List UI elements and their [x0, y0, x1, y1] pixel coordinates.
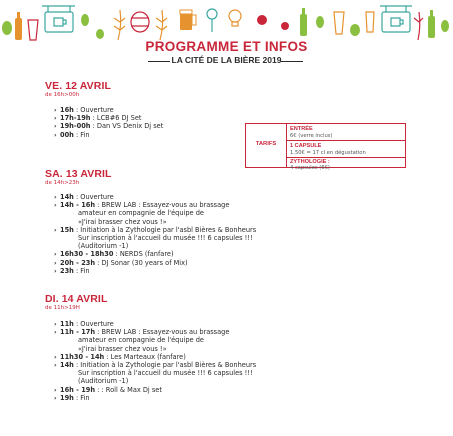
tarif-title: ZYTHOLOGIE : — [290, 159, 330, 165]
tarif-row-zythologie — [287, 158, 405, 171]
tarifs-label-cell — [246, 124, 287, 167]
tarif-value: 6€ (verre inclus) — [290, 133, 333, 139]
day-time-sunday: de 11h>19H — [45, 305, 80, 311]
pint-icon — [180, 10, 196, 30]
list-item: › 20h - 23h : DJ Sonar (30 years of Mix) — [54, 258, 188, 267]
tarif-title: ENTRÉE — [290, 126, 313, 132]
tavern-sign-icon-right — [380, 6, 412, 32]
page-title: PROGRAMME ET INFOS — [145, 39, 308, 54]
tavern-sign-icon — [42, 6, 75, 32]
schedule-list-saturday — [54, 193, 300, 275]
tarif-row-entree — [287, 124, 405, 141]
list-item: › 19h : Fin — [54, 393, 90, 402]
lightbulb-icon — [229, 10, 241, 26]
list-item: › 16h - 19h : : Roll & Max Dj set — [54, 385, 162, 394]
subtitle-row — [0, 54, 453, 68]
barrel-icon — [131, 12, 149, 32]
tarif-value: 4 capsules (6€) — [290, 165, 330, 171]
list-item: › 11h - 17h : BREW LAB : Essayez-vous au brassage amateur en compagnie de l'équipe de «J'irai brasser chez vous !» — [54, 328, 230, 353]
day-time-friday: de 16h>00h — [45, 92, 80, 98]
cap-icon — [257, 15, 289, 30]
list-item: › 11h : Ouverture — [54, 320, 114, 328]
list-item: › 00h : Fin — [54, 130, 90, 139]
list-item: › 11h30 - 14h : Les Marteaux (fanfare) — [54, 352, 186, 361]
day-heading-friday: VE. 12 AVRIL — [45, 80, 111, 92]
bottle-opener-icon — [207, 9, 217, 32]
tarifs-table — [245, 123, 406, 171]
tarifs-label: TARIFS — [255, 141, 277, 147]
day-heading-sunday: DI. 14 AVRIL — [45, 293, 108, 305]
list-item: › 17h-19h : LCB#6 DJ Set — [54, 114, 142, 123]
tarif-value: 1.50€ = 17 cl en dégustation — [290, 150, 366, 156]
page-subtitle: LA CITÉ DE LA BIÈRE 2019 — [171, 55, 282, 65]
list-item: › 16h : Ouverture — [54, 106, 114, 114]
tarif-title: 1 CAPSULE — [290, 143, 322, 149]
day-heading-saturday: SA. 13 AVRIL — [45, 168, 112, 180]
tarif-row-capsule — [287, 141, 405, 158]
list-item: › 14h - 16h : BREW LAB : Essayez-vous au brassage amateur en compagnie de l'équipe de «J'irai brasser chez vous !» — [54, 201, 230, 226]
list-item: › 23h : Fin — [54, 266, 90, 275]
list-item: › 14h : Ouverture — [54, 193, 114, 201]
list-item: › 16h30 - 18h30 : NERDS (fanfare) — [54, 250, 174, 259]
schedule-list-sunday — [54, 320, 300, 402]
list-item: › 15h : Initiation à la Zythologie par l'asbl Bières & Bonheurs Sur inscription à l'accueil du musée !!! 6 capsules !!! (Auditorium -1) — [54, 225, 257, 251]
list-item: › 14h : Initiation à la Zythologie par l'asbl Bières & Bonheurs Sur inscription à l'accueil du musée !!! 6 capsules !!! (Auditorium -1) — [54, 361, 257, 386]
day-time-saturday: de 14h>23h — [45, 180, 80, 186]
list-item: › 19h-00h : Dan VS Denix Dj set — [54, 122, 164, 131]
